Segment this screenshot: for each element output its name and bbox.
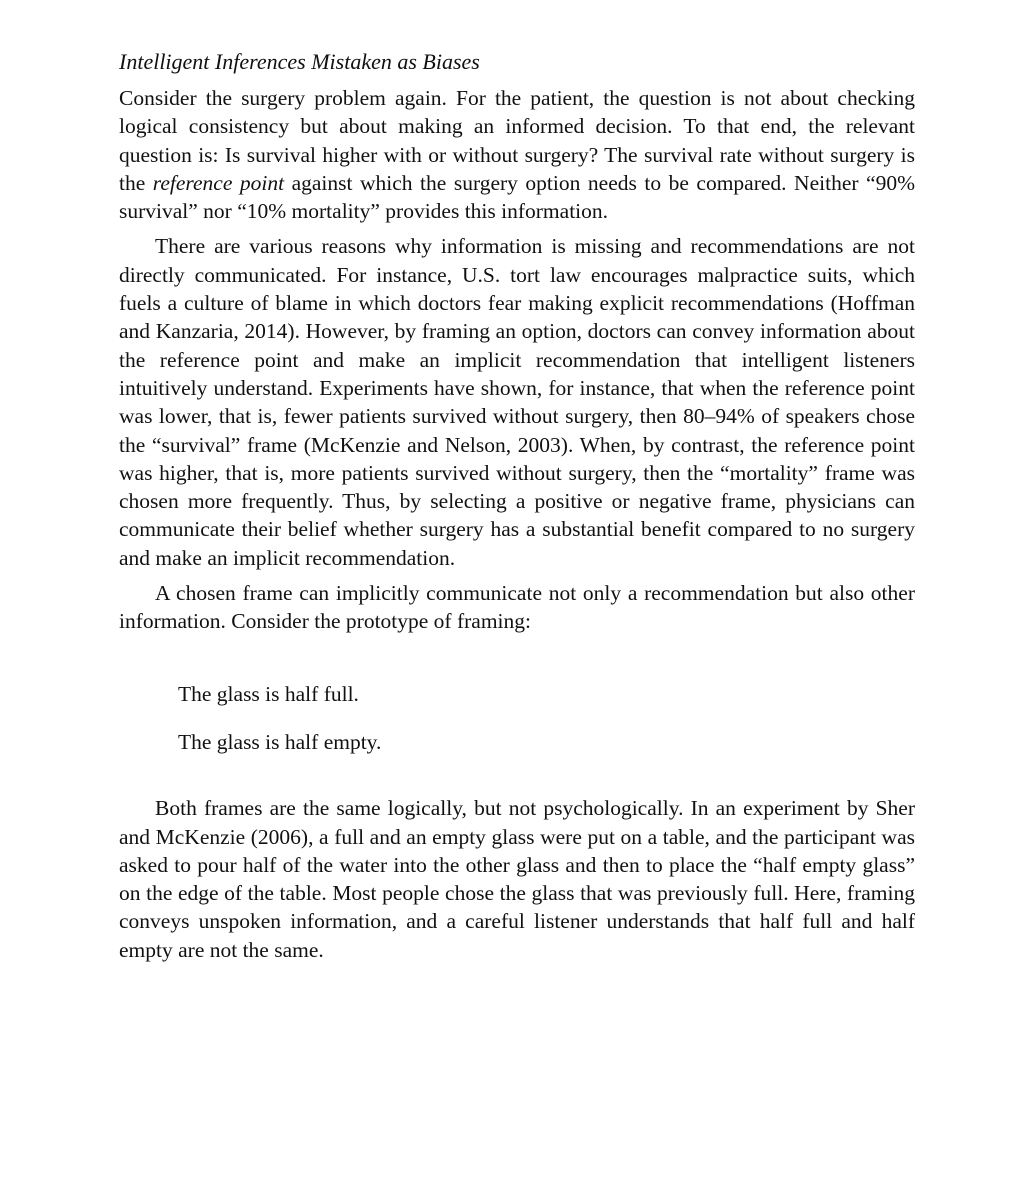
paragraph-chosen-frame: A chosen frame can implicitly communicate not only a recommendation but also other information. Consider the prototype of framing: bbox=[119, 581, 915, 634]
quote-half-empty: The glass is half empty. bbox=[178, 729, 382, 754]
paragraph-both-frames: Both frames are the same logically, but not psychologically. In an experiment by Sher and McKenzie (2006), a full and an empty glass were put on a table, and the participant was asked to pour half of the water into the other glass and then to place the “half empty glass” on the edge of the table. Most people chose the glass that was previously full. Here, framing conveys unspoken information, and a careful listener understands that half full and half empty are not the same. bbox=[119, 796, 915, 962]
paragraph-1-text-b: against which the surgery option needs to be compared. Neither “90% survival” nor “10% mortality” provides this information. bbox=[119, 170, 915, 224]
paragraph-surgery-problem bbox=[119, 84, 915, 225]
paragraph-1-text-a: Consider the surgery problem again. For the patient, the question is not about checking logical consistency but about making an informed decision. To that end, the relevant question is: Is survival higher with or without surgery? The survival rate without surgery is the bbox=[119, 86, 915, 195]
running-head: Intelligent Inferences Mistaken as Biases bbox=[119, 49, 480, 74]
reference-point-emphasis: reference point bbox=[152, 170, 285, 195]
page bbox=[119, 48, 915, 971]
quote-half-full: The glass is half full. bbox=[178, 681, 359, 706]
framing-examples bbox=[178, 680, 915, 757]
paragraph-missing-information: There are various reasons why information is missing and recommendations are not directly communicated. For instance, U.S. tort law encourages malpractice suits, which fuels a culture of blame in which doctors fear making explicit recommendations (Hoffman and Kanzaria, 2014). However, by framing an option, doctors can convey information about the reference point and make an implicit recommendation that intelligent listeners intuitively understand. Experiments have shown, for instance, that when the reference point was lower, that is, fewer patients survived without surgery, then 80–94% of speakers chose the “survival” frame (McKenzie and Nelson, 2003). When, by contrast, the reference point was higher, that is, more patients survived without surgery, then the “mortality” frame was chosen more frequently. Thus, by selecting a positive or negative frame, physicians can communicate their belief whether surgery has a substantial benefit compared to no surgery and make an implicit recommendation. bbox=[119, 234, 915, 570]
